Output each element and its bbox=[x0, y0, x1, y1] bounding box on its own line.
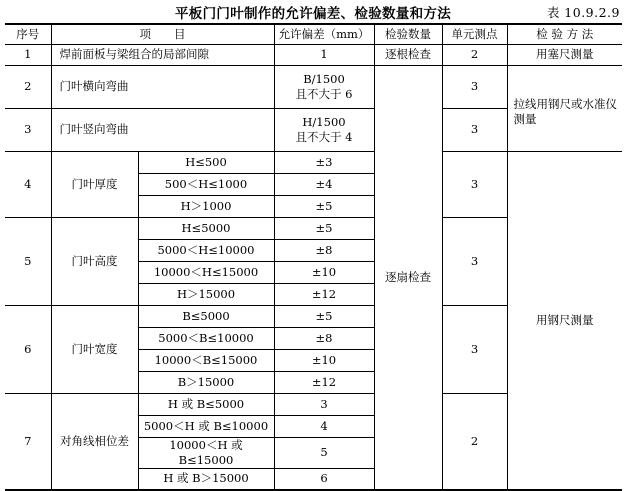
table-row bbox=[5, 44, 622, 65]
header-item: 项 目 bbox=[51, 24, 274, 44]
header-no: 序号 bbox=[5, 24, 51, 44]
header-inspect-qty: 检验数量 bbox=[374, 24, 442, 44]
sub-tolerance: ±8 bbox=[274, 327, 374, 349]
sub-tolerance: ±3 bbox=[274, 151, 374, 173]
sub-condition: 10000＜B≤15000 bbox=[138, 349, 274, 371]
sub-condition: 5000＜H 或 B≤10000 bbox=[138, 415, 274, 437]
sub-tolerance: ±8 bbox=[274, 239, 374, 261]
row-unit-points: 2 bbox=[442, 393, 507, 490]
tolerance-line: 且不大于 4 bbox=[295, 129, 353, 144]
row-no: 5 bbox=[5, 217, 51, 305]
method-merged-cell: 拉线用钢尺或水准仪测量 bbox=[507, 65, 622, 151]
row-no: 4 bbox=[5, 151, 51, 217]
table-row bbox=[5, 151, 622, 173]
sub-condition: 10000＜H 或 B≤15000 bbox=[138, 437, 274, 468]
tolerance-line: 且不大于 6 bbox=[295, 86, 353, 101]
sub-condition: 500＜H≤1000 bbox=[138, 173, 274, 195]
sub-tolerance: ±10 bbox=[274, 349, 374, 371]
row-no: 1 bbox=[5, 44, 51, 65]
sub-tolerance: ±5 bbox=[274, 217, 374, 239]
row-unit-points: 3 bbox=[442, 217, 507, 305]
row-no: 6 bbox=[5, 305, 51, 393]
row-item: 门叶宽度 bbox=[51, 305, 138, 393]
table-title: 平板门门叶制作的允许偏差、检验数量和方法 bbox=[175, 6, 451, 22]
sub-tolerance: ±5 bbox=[274, 195, 374, 217]
row-item: 门叶厚度 bbox=[51, 151, 138, 217]
sub-condition: H＞15000 bbox=[138, 283, 274, 305]
sub-tolerance: 5 bbox=[274, 437, 374, 468]
sub-tolerance: 4 bbox=[274, 415, 374, 437]
sub-tolerance: ±5 bbox=[274, 305, 374, 327]
row-unit-points: 3 bbox=[442, 65, 507, 108]
sub-condition: B≤5000 bbox=[138, 305, 274, 327]
sub-condition: H 或 B＞15000 bbox=[138, 468, 274, 490]
method-merged-cell: 用钢尺测量 bbox=[507, 151, 622, 490]
sub-condition: H≤5000 bbox=[138, 217, 274, 239]
sub-tolerance: 6 bbox=[274, 468, 374, 490]
sub-tolerance: 3 bbox=[274, 393, 374, 415]
header-unit-points: 单元测点 bbox=[442, 24, 507, 44]
sub-tolerance: ±12 bbox=[274, 283, 374, 305]
row-item: 门叶横向弯曲 bbox=[51, 65, 274, 108]
row-no: 2 bbox=[5, 65, 51, 108]
row-inspect-qty: 逐根检查 bbox=[374, 44, 442, 65]
header-row bbox=[5, 24, 622, 44]
row-unit-points: 3 bbox=[442, 151, 507, 217]
row-item: 门叶高度 bbox=[51, 217, 138, 305]
header-tolerance: 允许偏差（mm） bbox=[274, 24, 374, 44]
sub-condition: 5000＜B≤10000 bbox=[138, 327, 274, 349]
sub-condition: 5000＜H≤10000 bbox=[138, 239, 274, 261]
sub-condition: H≤500 bbox=[138, 151, 274, 173]
sub-tolerance: ±4 bbox=[274, 173, 374, 195]
sub-condition: H＞1000 bbox=[138, 195, 274, 217]
row-unit-points: 3 bbox=[442, 305, 507, 393]
row-unit-points: 2 bbox=[442, 44, 507, 65]
sub-tolerance: ±10 bbox=[274, 261, 374, 283]
title-row bbox=[0, 0, 626, 24]
tolerance-table bbox=[5, 23, 622, 491]
row-item: 焊前面板与梁组合的局部间隙 bbox=[51, 44, 274, 65]
row-tolerance bbox=[274, 108, 374, 151]
sub-condition: 10000＜H≤15000 bbox=[138, 261, 274, 283]
tolerance-line: B/1500 bbox=[303, 71, 345, 86]
row-method: 用塞尺测量 bbox=[507, 44, 622, 65]
sub-tolerance: ±12 bbox=[274, 371, 374, 393]
row-item: 门叶竖向弯曲 bbox=[51, 108, 274, 151]
row-tolerance: 1 bbox=[274, 44, 374, 65]
row-no: 3 bbox=[5, 108, 51, 151]
sub-condition: H 或 B≤5000 bbox=[138, 393, 274, 415]
row-tolerance bbox=[274, 65, 374, 108]
row-unit-points: 3 bbox=[442, 108, 507, 151]
header-method: 检 验 方 法 bbox=[507, 24, 622, 44]
row-item: 对角线相位差 bbox=[51, 393, 138, 490]
tolerance-line: H/1500 bbox=[302, 114, 346, 129]
sub-condition: B＞15000 bbox=[138, 371, 274, 393]
row-no: 7 bbox=[5, 393, 51, 490]
table-row bbox=[5, 65, 622, 108]
qty-merged-cell: 逐扇检查 bbox=[374, 65, 442, 490]
table-number: 表 10.9.2.9 bbox=[546, 5, 620, 20]
